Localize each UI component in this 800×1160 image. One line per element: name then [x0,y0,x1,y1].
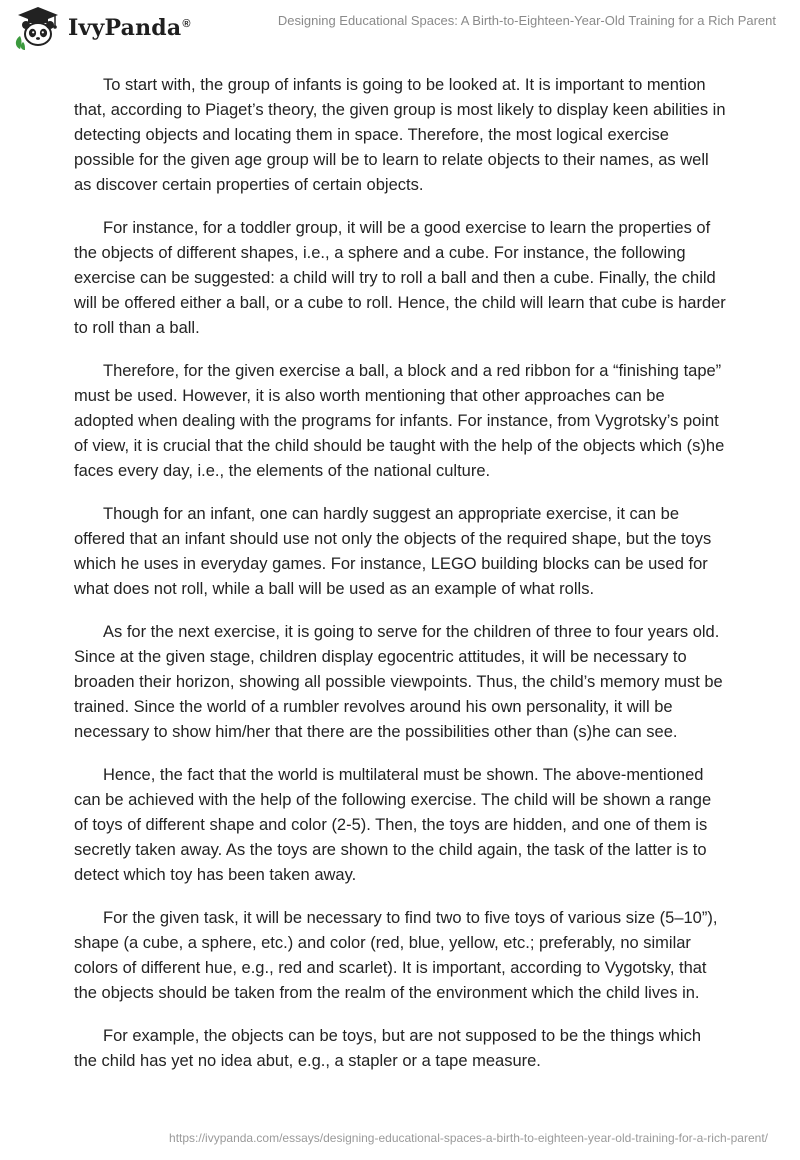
paragraph: For instance, for a toddler group, it will be a good exercise to learn the properties of the objects of different shapes, i.e., a sphere and a cube. For instance, the following exercise can be suggested: a child will try to roll a ball and then a cube. Finally, the child will be offered either a ball, or a cube to roll. Hence, the child will learn that cube is harder to roll than a ball. [74,219,726,337]
paragraph: For example, the objects can be toys, but are not supposed to be the things which the child has yet no idea abut, e.g., a stapler or a tape measure. [74,1027,702,1070]
page-header [0,0,800,56]
paragraph: As for the next exercise, it is going to serve for the children of three to four years old. Since at the given stage, children display egocentric attitudes, it will be necessary to broaden their horizon, showing all possible viewpoints. Thus, the child’s memory must be trained. Since the world of a rumbler revolves around his own personality, it will be necessary to show him/her that there are the possibilities other than (s)he can see. [74,623,723,741]
paragraph: To start with, the group of infants is going to be looked at. It is important to mention that, according to Piaget’s theory, the given group is most likely to display keen abilities in detecting objects and locating them in space. Therefore, the most logical exercise possible for the given age group will be to learn to relate objects to their names, as well as discover certain properties of certain objects. [74,76,726,194]
essay-body [74,73,726,1092]
paragraph: Therefore, for the given exercise a ball, a block and a red ribbon for a “finishing tape” must be used. However, it is also worth mentioning that other approaches can be adopted when dealing with the programs for infants. For instance, from Vygrotsky’s point of view, it is crucial that the child should be taught with the help of the objects which (s)he faces every day, i.e., the elements of the national culture. [74,362,725,480]
paragraph: Hence, the fact that the world is multilateral must be shown. The above-mentioned can be achieved with the help of the following exercise. The child will be shown a range of toys of different shape and color (2-5). Then, the toys are hidden, and one of them is secretly taken away. As the toys are shown to the child again, the task of the latter is to detect which toy has been taken away. [74,766,712,884]
panda-graduate-icon [12,6,64,50]
ivypanda-logo[interactable] [12,6,191,50]
paragraph: For the given task, it will be necessary to find two to five toys of various size (5–10”), shape (a cube, a sphere, etc.) and color (red, blue, yellow, etc.; preferably, no similar colors of different hue, e.g., red and scarlet). It is important, according to Vygotsky, that the objects should be taken from the realm of the environment which the child lives in. [74,909,718,1002]
document-title: Designing Educational Spaces: A Birth-to-Eighteen-Year-Old Training for a Rich Parent [277,13,776,28]
source-url-link[interactable]: https://ivypanda.com/essays/designing-educational-spaces-a-birth-to-eighteen-year-old-training-for-a-rich-parent/ [169,1131,768,1145]
registered-mark: ® [182,17,191,30]
brand-name: IvyPanda® [68,15,191,41]
paragraph: Though for an infant, one can hardly suggest an appropriate exercise, it can be offered that an infant should use not only the objects of the required shape, but the toys which he uses in everyday games. For instance, LEGO building blocks can be used for what does not roll, while a ball will be used as an example of what rolls. [74,505,712,598]
